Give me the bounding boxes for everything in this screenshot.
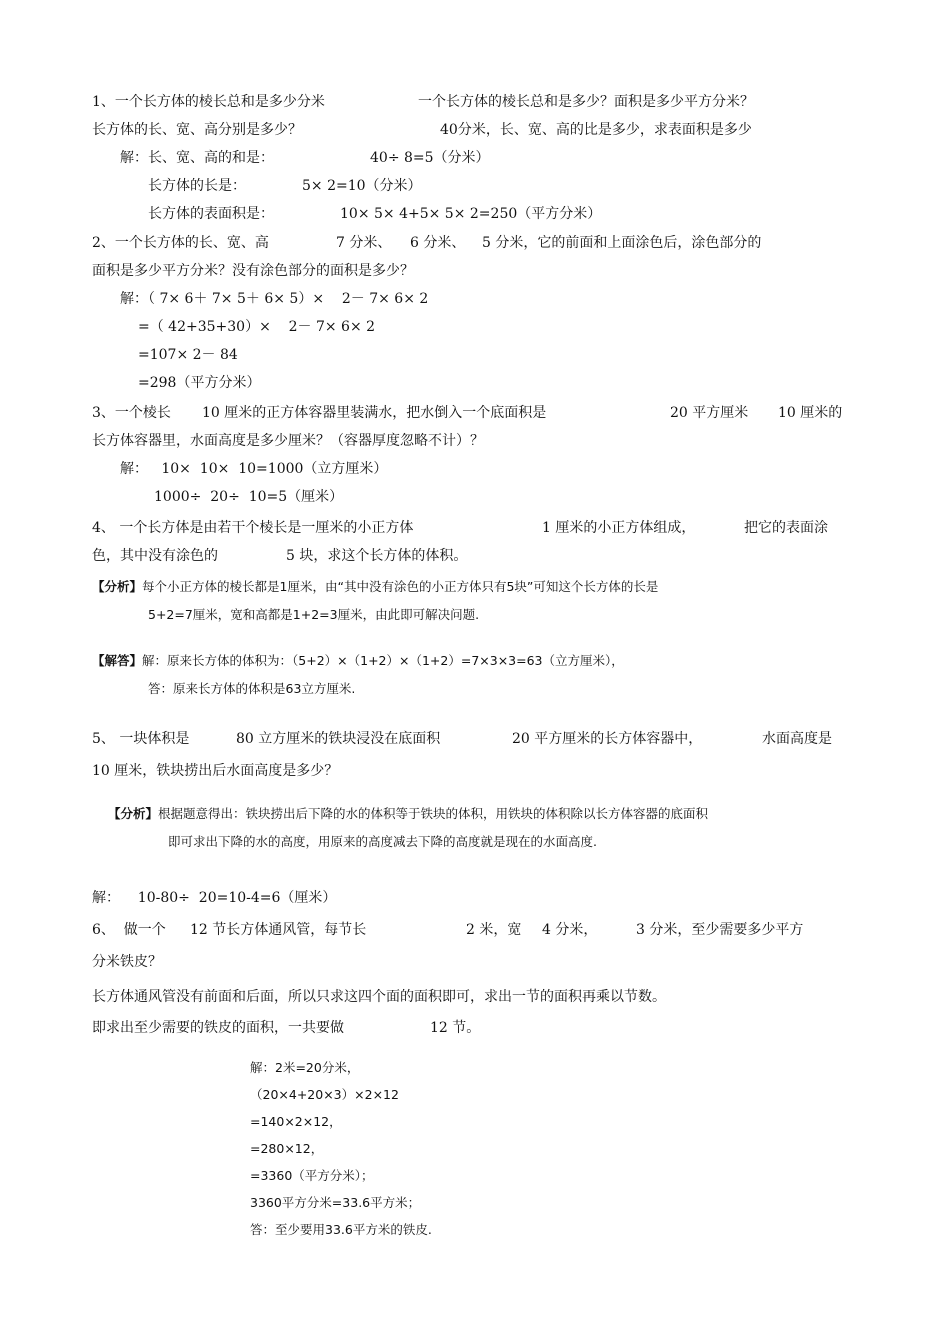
q4-text-b: 1 厘米的小正方体组成， (542, 520, 696, 536)
q3-line-1b (202, 404, 546, 422)
q4-line-1b (542, 519, 695, 537)
q6-line-2 (92, 953, 162, 971)
q3-text-c: 20 平方厘米 (670, 405, 749, 421)
q1-step-1-text: 解：长、宽、高的和是： (120, 150, 274, 166)
q5-line-1d (762, 730, 832, 748)
q5-text-c: 20 平方厘米的长方体容器中， (512, 731, 703, 747)
q6-step-5-text: =3360（平方分米）； (250, 1168, 374, 1183)
q6-text-c: 2 米，宽 (466, 922, 522, 938)
q4-text-e: 5 块，求这个长方体的体积。 (286, 548, 468, 564)
q3-text-a: 3、一个棱长 (92, 405, 171, 421)
q2-text-b: 7 分米、 (336, 235, 392, 251)
q3-step-2-text: 1000÷ 20÷ 10=5（厘米） (154, 489, 344, 505)
q6-text-d: 4 分米， (542, 922, 598, 938)
q6-step-1-text: 解：2米=20分米， (250, 1060, 360, 1075)
q5-solution-text: 解： 10-80÷ 20=10-4=6（厘米） (92, 890, 337, 906)
q6-line-4a (92, 1019, 344, 1037)
q3-line-1d (778, 404, 842, 422)
q1-line-1b (418, 93, 754, 111)
q5-analysis (108, 805, 708, 823)
q6-text-e: 3 分米，至少需要多少平方 (636, 922, 804, 938)
q4-answer-text-2: 答：原来长方体的体积是63立方厘米. (148, 681, 356, 696)
q1-step-2-label (148, 177, 246, 195)
q2-text-e: 面积是多少平方分米？没有涂色部分的面积是多少？ (92, 263, 414, 279)
q2-step-2-text: =（ 42+35+30）× 2－ 7× 6× 2 (138, 319, 376, 335)
q6-line-1e (636, 921, 803, 939)
q5-line-1a (92, 730, 189, 748)
q6-text-i: 12 节。 (430, 1020, 481, 1036)
q5-text-b: 80 立方厘米的铁块浸没在底面积 (236, 731, 441, 747)
q6-text-b: 12 节长方体通风管，每节长 (190, 922, 367, 938)
q4-answer (92, 652, 624, 670)
q2-step-3 (138, 346, 238, 364)
q1-step-1-calc: 40÷ 8=5（分米） (370, 150, 490, 166)
q4-answer-line-2 (148, 680, 355, 698)
q4-text-a: 4、 一个长方体是由若干个棱长是一厘米的小正方体 (92, 520, 414, 536)
q3-line-1c (670, 404, 748, 422)
q6-step-2 (250, 1086, 399, 1104)
q2-step-3-text: =107× 2－ 84 (138, 347, 238, 363)
q1-step-3-calc: 10× 5× 4+5× 5× 2=250（平方分米） (340, 206, 602, 222)
q1-step-1-label (120, 149, 274, 167)
q3-line-1a (92, 404, 171, 422)
q3-line-2 (92, 432, 484, 450)
q3-step-1-text: 解： 10× 10× 10=1000（立方厘米） (120, 461, 388, 477)
q4-analysis-text-2: 5+2=7厘米，宽和高都是1+2=3厘米，由此即可解决问题. (148, 607, 480, 622)
q6-line-1a (92, 921, 166, 939)
q6-step-5 (250, 1167, 374, 1185)
q6-step-4-text: =280×12， (250, 1141, 324, 1156)
q3-text-b: 10 厘米的正方体容器里装满水，把水倒入一个底面积是 (202, 405, 547, 421)
q2-line-1d (482, 234, 761, 252)
q6-step-6-text: 3360平方分米=33.6平方米； (250, 1195, 421, 1210)
q1-step-3-label (148, 205, 274, 223)
q2-line-1c (410, 234, 465, 252)
q4-analysis (92, 578, 658, 596)
q6-line-4b (430, 1019, 480, 1037)
q5-text-e: 10 厘米，铁块捞出后水面高度是多少？ (92, 763, 339, 779)
q2-line-1b (336, 234, 391, 252)
q6-line-1d (542, 921, 597, 939)
q4-analysis-text-1: 每个小正方体的棱长都是1厘米，由“其中没有涂色的小正方体只有5块”可知这个长方体的长是 (142, 579, 659, 594)
q3-step-2 (154, 488, 343, 506)
q1-line-2b (440, 121, 752, 139)
q4-text-d: 色，其中没有涂色的 (92, 548, 218, 564)
q4-analysis-line-2 (148, 606, 479, 624)
q2-step-4 (138, 374, 260, 392)
q4-text-c: 把它的表面涂 (744, 520, 828, 536)
q6-step-2-text: （20×4+20×3）×2×12 (250, 1087, 399, 1102)
q1-text-c: 长方体的长、宽、高分别是多少？ (92, 122, 302, 138)
q5-analysis-text-2: 即可求出下降的水的高度，用原来的高度减去下降的高度就是现在的水面高度. (168, 834, 597, 849)
q4-line-1a (92, 519, 413, 537)
q2-step-1 (120, 290, 428, 308)
q1-line-2 (92, 121, 302, 139)
q6-line-3 (92, 988, 666, 1006)
q1-step-2-text: 长方体的长是： (148, 178, 246, 194)
q6-step-1 (250, 1059, 359, 1077)
q5-analysis-tag: 【分析】 (108, 806, 159, 821)
q5-analysis-text-1: 根据题意得出：铁块捞出后下降的水的体积等于铁块的体积，用铁块的体积除以长方体容器的底面积 (158, 806, 709, 821)
q3-text-d: 10 厘米的 (778, 405, 843, 421)
q3-text-e: 长方体容器里，水面高度是多少厘米？（容器厚度忽略不计）？ (92, 433, 484, 449)
q1-step-2-value (302, 177, 422, 195)
q6-text-g: 长方体通风管没有前面和后面，所以只求这四个面的面积即可，求出一节的面积再乘以节数。 (92, 989, 666, 1005)
q5-line-2 (92, 762, 338, 780)
q5-line-1b (236, 730, 440, 748)
q2-step-1-text: 解：（ 7× 6＋ 7× 5＋ 6× 5）× 2－ 7× 6× 2 (120, 291, 429, 307)
q5-analysis-line-2 (168, 833, 597, 851)
q1-text-a: 1、一个长方体的棱长总和是多少分米 (92, 94, 325, 110)
q6-line-1b (190, 921, 366, 939)
q5-line-1c (512, 730, 702, 748)
q2-text-d: 5 分米，它的前面和上面涂色后，涂色部分的 (482, 235, 762, 251)
q6-line-1c (466, 921, 521, 939)
q1-step-1-value (370, 149, 490, 167)
q5-text-a: 5、 一块体积是 (92, 731, 190, 747)
q4-answer-tag: 【解答】 (92, 653, 143, 668)
q2-text-c: 6 分米、 (410, 235, 466, 251)
q2-line-2 (92, 262, 414, 280)
q2-step-2 (138, 318, 375, 336)
q2-text-a: 2、一个长方体的长、宽、高 (92, 235, 269, 251)
q5-solution (92, 889, 336, 907)
q6-text-a: 6、 做一个 (92, 922, 166, 938)
q4-line-2b (286, 547, 467, 565)
q6-text-h: 即求出至少需要的铁皮的面积，一共要做 (92, 1020, 344, 1036)
q1-line-1 (92, 93, 325, 111)
q2-step-4-text: =298（平方分米） (138, 375, 261, 391)
q1-step-3-value (340, 205, 601, 223)
q6-step-4 (250, 1140, 323, 1158)
q4-line-1c (744, 519, 828, 537)
q6-text-f: 分米铁皮？ (92, 954, 162, 970)
q1-text-b: 一个长方体的棱长总和是多少？面积是多少平方分米？ (418, 94, 754, 110)
q6-step-3 (250, 1113, 342, 1131)
q1-text-d: 40分米，长、宽、高的比是多少，求表面积是多少 (440, 122, 752, 138)
q5-text-d: 水面高度是 (762, 731, 832, 747)
q4-line-2a (92, 547, 218, 565)
q6-step-3-text: =140×2×12， (250, 1114, 342, 1129)
q6-step-6 (250, 1194, 420, 1212)
q4-answer-text-1: 解：原来长方体的体积为：（5+2）×（1+2）×（1+2）=7×3×3=63（立方厘米）， (142, 653, 624, 668)
q1-step-3-text: 长方体的表面积是： (148, 206, 274, 222)
q6-step-7-text: 答：至少要用33.6平方米的铁皮. (250, 1222, 432, 1237)
q6-step-7 (250, 1221, 432, 1239)
q3-step-1 (120, 460, 387, 478)
q4-analysis-tag: 【分析】 (92, 579, 143, 594)
q2-line-1a (92, 234, 269, 252)
q1-step-2-calc: 5× 2=10（分米） (302, 178, 422, 194)
